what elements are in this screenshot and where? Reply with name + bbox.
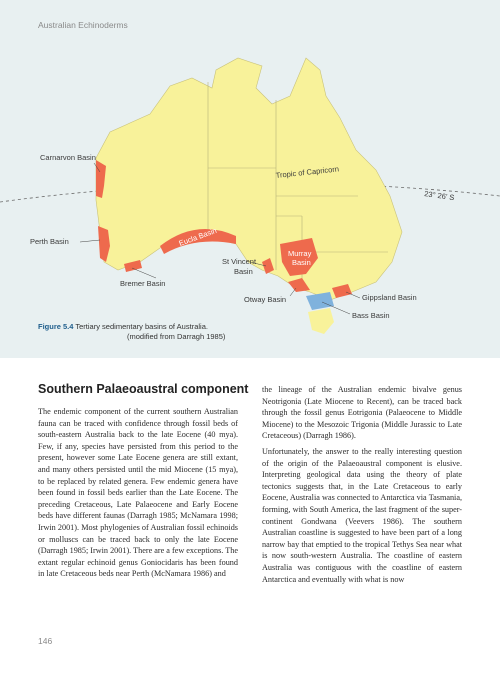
figure-caption [38,322,258,342]
gippsland-basin-label: Gippsland Basin [362,293,417,302]
perth-basin-label: Perth Basin [30,237,69,246]
murray-basin-label-2: Basin [292,258,311,267]
carnarvon-basin-label: Carnarvon Basin [40,153,96,162]
caption-text: Tertiary sedimentary basins of Australia. [75,322,208,331]
running-head: Australian Echinoderms [38,20,128,30]
eucla-basin-label: Eucla Basin [177,225,218,248]
body-paragraph: Unfortunately, the answer to the really interesting question of the origin of the Palaeoaustral component is elusive. Interpreting geological data using the theory of plate tectonics suggests that, in the Late Cretaceous to early Eocene, Australia was connected to Antarctica via Tasmania, forming, with South America, the last fragment of the super-continent Gondwana (Veevers 1986). The southern Australian coastline is suggested to have been part of a long narrow bay that emptied to the tropical Tethys Sea near what is now south-western Australia. The coastline of eastern Australia was contiguous with the coastline of eastern Antarctica and eventually with what is now [262,446,462,584]
tasmania [308,308,334,334]
right-column [262,384,462,589]
murray-basin-label-1: Murray [288,249,312,258]
section-heading: Southern Palaeoaustral component [38,382,249,396]
latitude-label: 23° 26' S [423,189,455,203]
body-paragraph: the lineage of the Australian endemic bivalve genus Neotrigonia (Late Miocene to Recent), can be traced back through the fossil genus Eotrigonia (Palaeocene to Middle Miocene) to the Mesozoic Trigonia (Middle Jurassic to Late Cretaceous) (Darragh 1986). [262,385,462,441]
figure-number: Figure 5.4 [38,322,74,331]
body-paragraph: The endemic component of the current southern Australian fauna can be traced with confidence through fossil beds of south-eastern Australia back to the late Eocene (40 mya). Few, if any, species have persisted from this period to the present, however some Late Eocene genera are still extant, and many others persisted until the mid Miocene (15 mya), to be replaced by related genera. Few endemic genera have been found in fossil beds earlier than the Late Eocene. The preceding Cretaceous, Late Palaeocene and Early Eocene beds have different faunas (Darragh 1985; McNamara 1998; Irwin 2001). Most phylogenies of Australian fossil echinoids or molluscs can be traced back to only the late Eocene (Darragh 1985; Irwin 2001). There are a few exceptions. The extant regular echinoid genus Goniocidaris has been found in late Cretaceous beds near Perth (McNamara 1986) and [38,407,238,579]
bass-basin-label: Bass Basin [352,311,390,320]
caption-citation: (modified from Darragh 1985) [127,332,226,341]
page-number: 146 [38,636,53,646]
bremer-basin-label: Bremer Basin [120,279,166,288]
st-vincent-label-1: St Vincent [222,257,257,266]
bass-basin [306,292,334,310]
left-column [38,406,238,584]
st-vincent-label-2: Basin [234,267,253,276]
otway-basin-label: Otway Basin [244,295,287,304]
tropic-label: Tropic of Capricorn [275,164,340,180]
